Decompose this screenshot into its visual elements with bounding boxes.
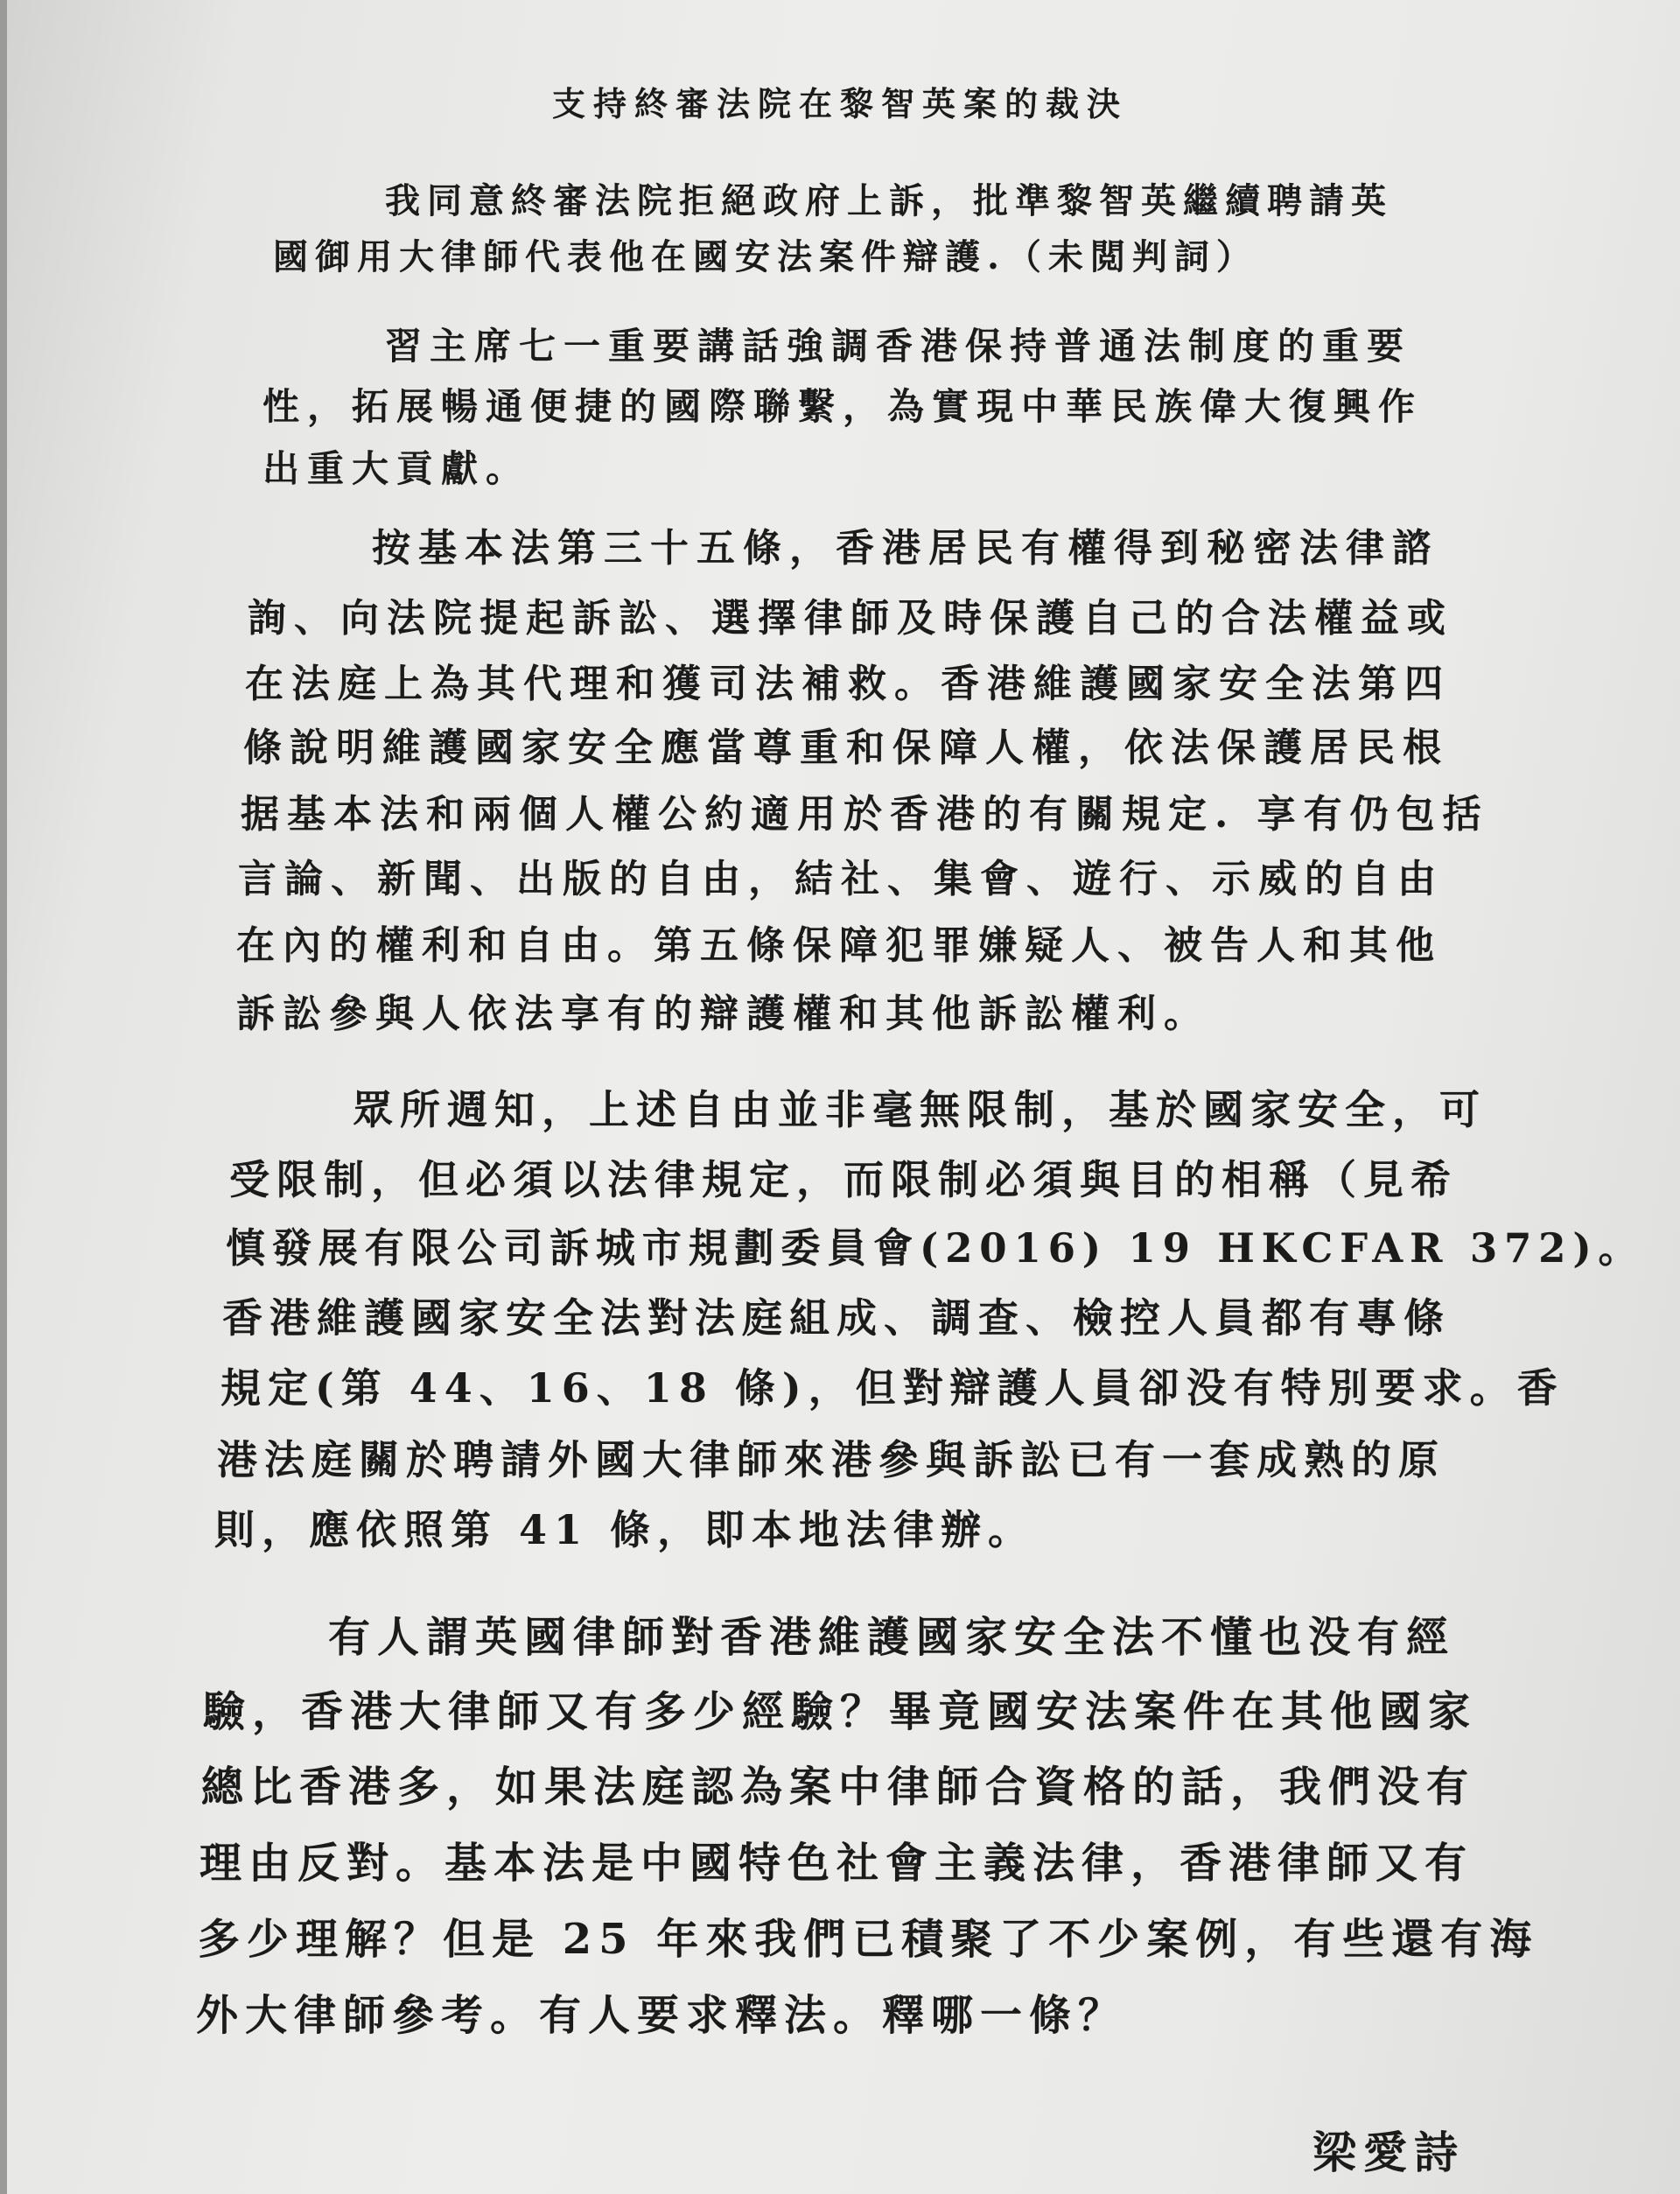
paragraph-3-line-5: 据基本法和兩個人權公約適用於香港的有關規定. 享有仍包括 <box>241 792 1489 837</box>
paragraph-5-line-3: 總比香港多，如果法庭認為案中律師合資格的話，我們没有 <box>201 1763 1476 1812</box>
paragraph-5-line-4: 理由反對。基本法是中國特色社會主義法律，香港律師又有 <box>200 1839 1474 1888</box>
paragraph-2-line-3: 出重大貢獻。 <box>262 447 531 490</box>
paragraph-3-line-6: 言論、新聞、出版的自由，結社、集會、遊行、示威的自由 <box>238 857 1444 901</box>
paragraph-4-line-4: 香港維護國家安全法對法庭組成、調查、檢控人員都有專條 <box>222 1294 1451 1342</box>
paragraph-5-line-5: 多少理解？但是 25 年來我們已積聚了不少案例，有些還有海 <box>198 1915 1539 1964</box>
paragraph-4-line-2: 受限制，但必須以法律規定，而限制必須與目的相稱（見希 <box>229 1156 1458 1203</box>
document-title: 支持終審法院在黎智英案的裁決 <box>551 84 1128 123</box>
paragraph-4-line-1: 眾所週知，上述自由並非毫無限制，基於國家安全，可 <box>353 1086 1487 1133</box>
paragraph-3-line-4: 條說明維護國家安全應當尊重和保障人權，依法保護居民根 <box>243 725 1449 770</box>
paragraph-3-line-3: 在法庭上為其代理和獲司法補救。香港維護國家安全法第四 <box>245 662 1451 706</box>
paragraph-5-line-1: 有人謂英國律師對香港維護國家安全法不懂也没有經 <box>328 1613 1456 1662</box>
paragraph-5-line-6: 外大律師參考。有人要求釋法。釋哪一條？ <box>196 1991 1128 2040</box>
paragraph-4-line-3: 慎發展有限公司訴城市規劃委員會(2016) 19 HKCFAR 372)。 <box>226 1224 1645 1272</box>
paragraph-2-line-1: 習主席七一重要講話強調香港保持普通法制度的重要 <box>385 325 1412 368</box>
paragraph-4-line-6: 港法庭關於聘請外國大律師來港參與訴訟已有一套成熟的原 <box>217 1436 1446 1483</box>
paragraph-3-line-7: 在內的權利和自由。第五條保障犯罪嫌疑人、被告人和其他 <box>236 923 1442 968</box>
page-left-edge <box>0 0 7 2194</box>
paragraph-4-line-7: 則，應依照第 41 條，即本地法律辦。 <box>214 1506 1036 1553</box>
paragraph-5-line-2: 驗，香港大律師又有多少經驗？畢竟國安法案件在其他國家 <box>203 1687 1478 1736</box>
paragraph-2-line-2: 性，拓展暢通便捷的國際聯繫，為實現中華民族偉大復興作 <box>262 385 1424 428</box>
paragraph-4-line-5: 規定(第 44、16、18 條)，但對辯護人員卻没有特別要求。香 <box>220 1364 1564 1412</box>
paragraph-3-line-2: 詢、向法院提起訴訟、選擇律師及時保護自己的合法權益或 <box>248 596 1453 641</box>
paragraph-3-line-1: 按基本法第三十五條，香港居民有權得到秘密法律諮 <box>372 526 1438 571</box>
paragraph-3-line-8: 訴訟參與人依法享有的辯護權和其他訴訟權利。 <box>236 992 1210 1036</box>
signature: 梁愛詩 <box>1312 2127 1465 2178</box>
paragraph-1-line-1: 我同意終審法院拒絕政府上訴，批準黎智英繼續聘請英 <box>385 180 1393 221</box>
paragraph-1-line-2: 國御用大律師代表他在國安法案件辯護.（未閲判詞） <box>273 236 1258 277</box>
